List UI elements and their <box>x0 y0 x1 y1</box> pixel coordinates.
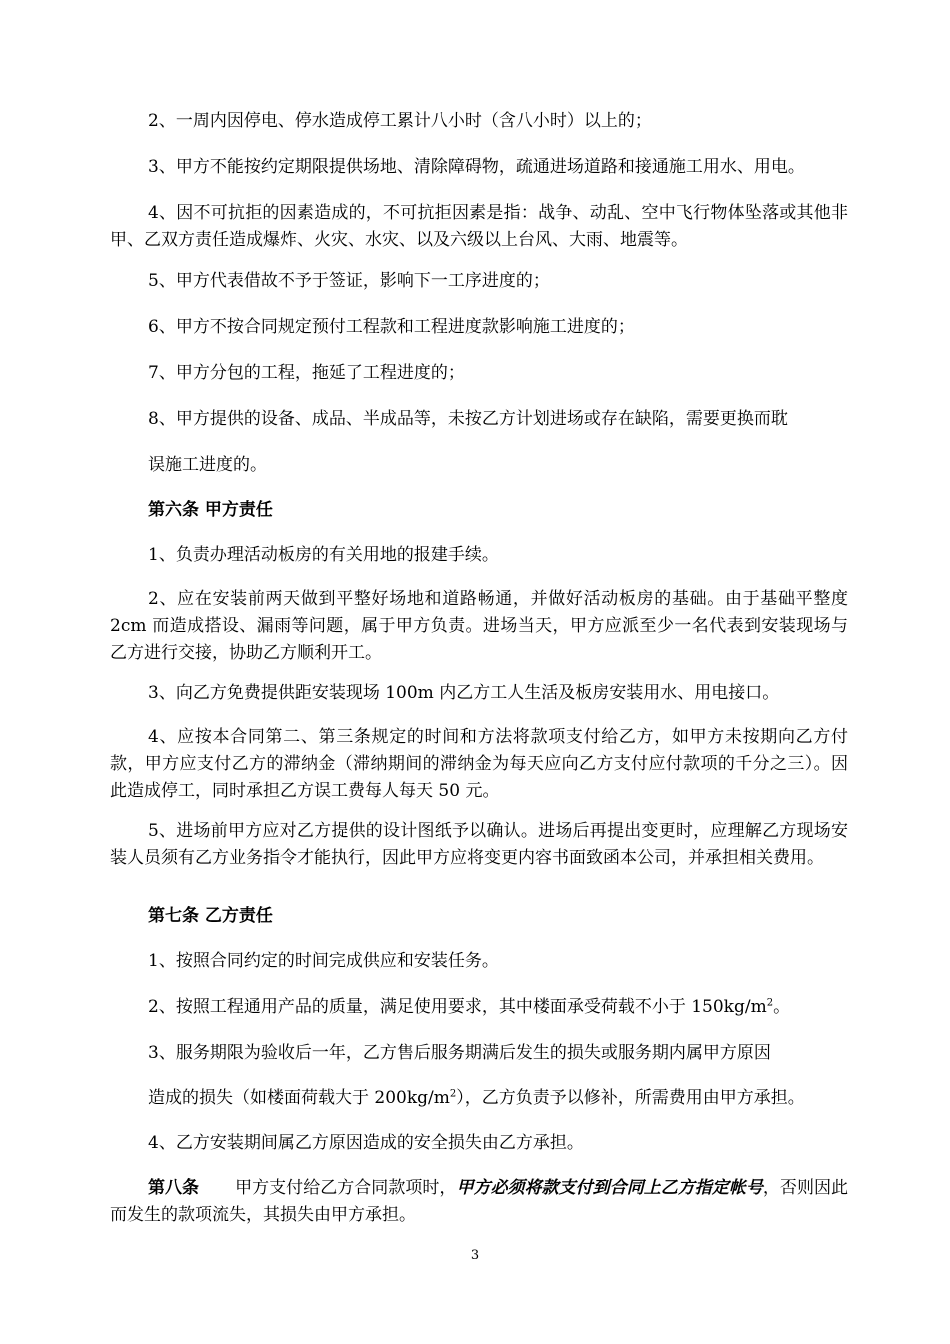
article-6-heading: 第六条 甲方责任 <box>148 500 273 520</box>
article-7-item-2-end: 。 <box>773 997 791 1017</box>
article-6-item-3: 3、向乙方免费提供距安装现场 100m 内乙方工人生活及板房安装用水、用电接口。 <box>148 683 780 703</box>
article-7-item-4: 4、乙方安装期间属乙方原因造成的安全损失由乙方承担。 <box>148 1133 584 1153</box>
superscript-2: 2 <box>449 1088 457 1100</box>
clause-line-3: 3、甲方不能按约定期限提供场地、清除障碍物，疏通进场道路和接通施工用水、用电。 <box>148 157 805 177</box>
article-8-text-1: 甲方支付给乙方合同款项时， <box>235 1178 457 1198</box>
clause-line-4: 4、因不可抗拒的因素造成的，不可抗拒因素是指：战争、动乱、空中飞行物体坠落或其他非甲、乙双方责任造成爆炸、火灾、水灾、以及六级以上台风、大雨、地震等。 <box>110 203 848 250</box>
clause-line-7: 7、甲方分包的工程，拖延了工程进度的； <box>148 363 465 383</box>
article-8-heading: 第八条 <box>148 1178 200 1198</box>
article-7-item-3b-end: ），乙方负责予以修补，所需费用由甲方承担。 <box>456 1088 805 1108</box>
article-6-item-4: 4、应按本合同第二、第三条规定的时间和方法将款项支付给乙方，如甲方未按期向乙方付款，甲方应支付乙方的滞纳金（滞纳期间的滞纳金为每天应向乙方支付应付款项的千分之三）。因此造成停工，同时承担乙方误工费每人每天 50 元。 <box>110 727 848 801</box>
clause-line-8b: 误施工进度的。 <box>148 455 267 475</box>
article-7-item-2-text: 2、按照工程通用产品的质量，满足使用要求，其中楼面承受荷载不小于 150kg/m <box>148 997 767 1017</box>
article-7-item-3b-text: 造成的损失（如楼面荷载大于 200kg/m <box>148 1088 450 1108</box>
article-7-item-3a: 3、服务期限为验收后一年，乙方售后服务期满后发生的损失或服务期内属甲方原因 <box>148 1043 771 1063</box>
article-6-item-2: 2、应在安装前两天做到平整好场地和道路畅通，并做好活动板房的基础。由于基础平整度 2cm 而造成搭设、漏雨等问题，属于甲方负责。进场当天，甲方应派至少一名代表到安装现场与乙方进行交接，协助乙方顺利开工。 <box>110 589 848 663</box>
clause-line-2: 2、一周内因停电、停水造成停工累计八小时（含八小时）以上的； <box>148 111 652 131</box>
article-8-paragraph <box>110 1175 848 1229</box>
article-7-item-1: 1、按照合同约定的时间完成供应和安装任务。 <box>148 951 499 971</box>
article-8-text-2: ，否则因此而发生的款项流失，其损失由甲方承担。 <box>110 1178 849 1225</box>
article-7-item-3b <box>110 1085 848 1112</box>
clause-line-6: 6、甲方不按合同规定预付工程款和工程进度款影响施工进度的； <box>148 317 635 337</box>
article-7-item-2 <box>110 994 848 1021</box>
article-7-heading: 第七条 乙方责任 <box>148 906 273 926</box>
page-number: 3 <box>470 1248 480 1263</box>
article-8-emphasis: 甲方必须将款支付到合同上乙方指定帐号 <box>456 1178 763 1198</box>
article-6-item-5: 5、进场前甲方应对乙方提供的设计图纸予以确认。进场后再提出变更时，应理解乙方现场安装人员须有乙方业务指令才能执行，因此甲方应将变更内容书面致函本公司，并承担相关费用。 <box>110 821 848 868</box>
article-6-item-1: 1、负责办理活动板房的有关用地的报建手续。 <box>148 545 499 565</box>
superscript-2: 2 <box>766 997 774 1009</box>
clause-line-5: 5、甲方代表借故不予于签证，影响下一工序进度的； <box>148 271 550 291</box>
clause-line-8a: 8、甲方提供的设备、成品、半成品等，未按乙方计划进场或存在缺陷，需要更换而耽 <box>148 409 788 429</box>
